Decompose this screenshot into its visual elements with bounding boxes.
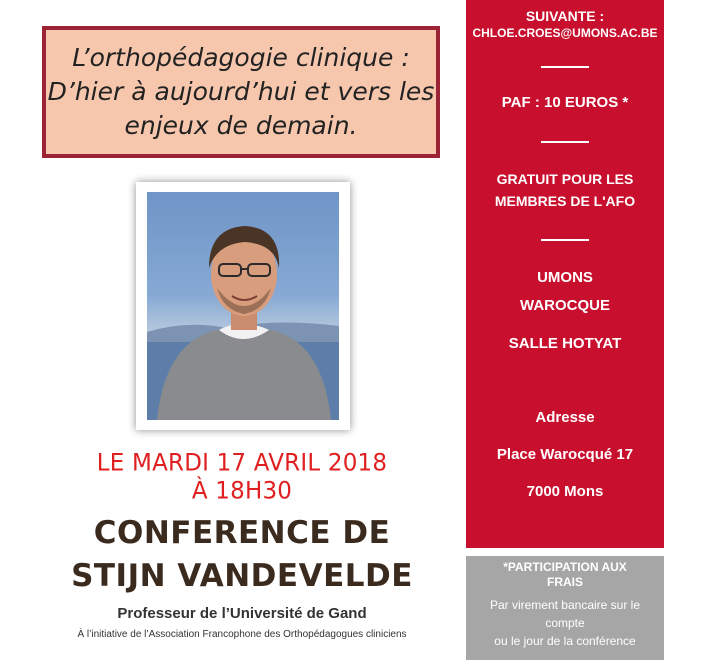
event-time: À 18H30 — [191, 477, 293, 505]
address-label: Adresse — [535, 409, 595, 426]
registration-heading: SUIVANTE : — [525, 8, 605, 24]
fees-box — [466, 556, 664, 660]
speaker-illustration — [147, 192, 339, 420]
address-city: 7000 Mons — [526, 483, 604, 500]
info-column — [466, 0, 664, 548]
speaker-name: STIJN VANDEVELDE — [71, 558, 413, 594]
free-line-2: MEMBRES DE L'AFO — [494, 193, 636, 209]
fees-heading-2: FRAIS — [547, 575, 583, 589]
divider — [541, 239, 589, 241]
fees-text-2: compte — [545, 616, 585, 630]
initiative-note: À l’initiative de l’Association Francophone des Orthopédagogues cliniciens — [77, 629, 407, 640]
venue-room: SALLE HOTYAT — [508, 335, 622, 352]
venue-building: WAROCQUE — [520, 297, 610, 314]
fees-text-1: Par virement bancaire sur le — [489, 598, 641, 612]
price-label: PAF : 10 EUROS * — [501, 94, 629, 111]
speaker-title: Professeur de l’Université de Gand — [117, 605, 367, 622]
title-box — [42, 26, 440, 158]
title-line-1: L’orthopédagogie clinique : — [72, 43, 410, 72]
venue-university: UMONS — [537, 269, 593, 286]
speaker-photo-frame — [136, 182, 350, 430]
divider — [541, 141, 589, 143]
address-street: Place Warocqué 17 — [496, 446, 634, 463]
conference-heading: CONFERENCE DE — [93, 515, 391, 551]
contact-email[interactable]: CHLOE.CROES@UMONS.AC.BE — [472, 26, 658, 40]
fees-text-3: ou le jour de la conférence — [494, 634, 636, 648]
event-title — [48, 41, 435, 143]
speaker-photo — [147, 192, 339, 420]
event-date: LE MARDI 17 AVRIL 2018 — [96, 449, 388, 477]
title-line-2: D’hier à aujourd’hui et vers les — [47, 77, 435, 106]
fees-heading-1: *PARTICIPATION AUX — [503, 560, 627, 574]
title-line-3: enjeux de demain. — [124, 111, 358, 140]
divider — [541, 66, 589, 68]
free-line-1: GRATUIT POUR LES — [496, 171, 634, 187]
